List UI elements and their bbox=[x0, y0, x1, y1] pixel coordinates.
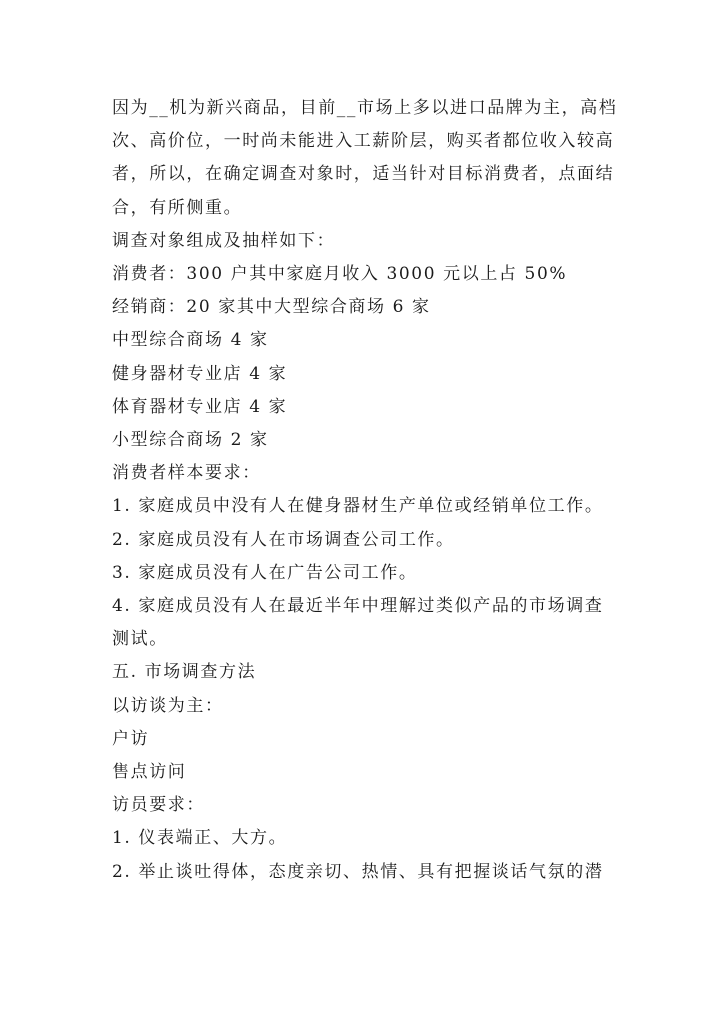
paragraph-fitness-stores: 健身器材专业店 4 家 bbox=[112, 363, 288, 384]
list-item-interviewer-2: 2. 举止谈吐得体，态度亲切、热情、具有把握谈话气氛的潜 bbox=[112, 861, 604, 882]
document-body bbox=[112, 92, 622, 889]
list-item-requirement-3: 3. 家庭成员没有人在广告公司工作。 bbox=[112, 562, 418, 583]
paragraph-small-malls: 小型综合商场 2 家 bbox=[112, 430, 269, 451]
paragraph-interviewer-requirements: 访员要求： bbox=[112, 795, 205, 816]
list-item-requirement-4: 4. 家庭成员没有人在最近半年中理解过类似产品的市场调查测试。 bbox=[112, 596, 604, 650]
paragraph-sample-requirements: 消费者样本要求： bbox=[112, 463, 261, 484]
paragraph-point-of-sale-visit: 售点访问 bbox=[112, 762, 187, 783]
list-item-interviewer-1: 1. 仪表端正、大方。 bbox=[112, 828, 288, 849]
paragraph-consumers: 消费者：300 户其中家庭月收入 3000 元以上占 50% bbox=[112, 264, 568, 285]
list-item-requirement-1: 1. 家庭成员中没有人在健身器材生产单位或经销单位工作。 bbox=[112, 496, 604, 517]
paragraph-medium-malls: 中型综合商场 4 家 bbox=[112, 330, 269, 351]
paragraph-survey-objects: 调查对象组成及抽样如下： bbox=[112, 230, 336, 251]
paragraph-dealers: 经销商：20 家其中大型综合商场 6 家 bbox=[112, 297, 431, 318]
paragraph-sports-stores: 体育器材专业店 4 家 bbox=[112, 396, 288, 417]
paragraph-interview-main: 以访谈为主： bbox=[112, 695, 224, 716]
section-heading-methods: 五. 市场调查方法 bbox=[112, 662, 257, 683]
paragraph-intro: 因为__机为新兴商品，目前__市场上多以进口品牌为主，高档次、高价位，一时尚未能进入工薪阶层，购买者都位收入较高者，所以，在确定调查对象时，适当针对目标消费者，点面结合，有所侧重。 bbox=[112, 98, 618, 218]
paragraph-household-visit: 户访 bbox=[112, 728, 150, 749]
list-item-requirement-2: 2. 家庭成员没有人在市场调查公司工作。 bbox=[112, 529, 455, 550]
